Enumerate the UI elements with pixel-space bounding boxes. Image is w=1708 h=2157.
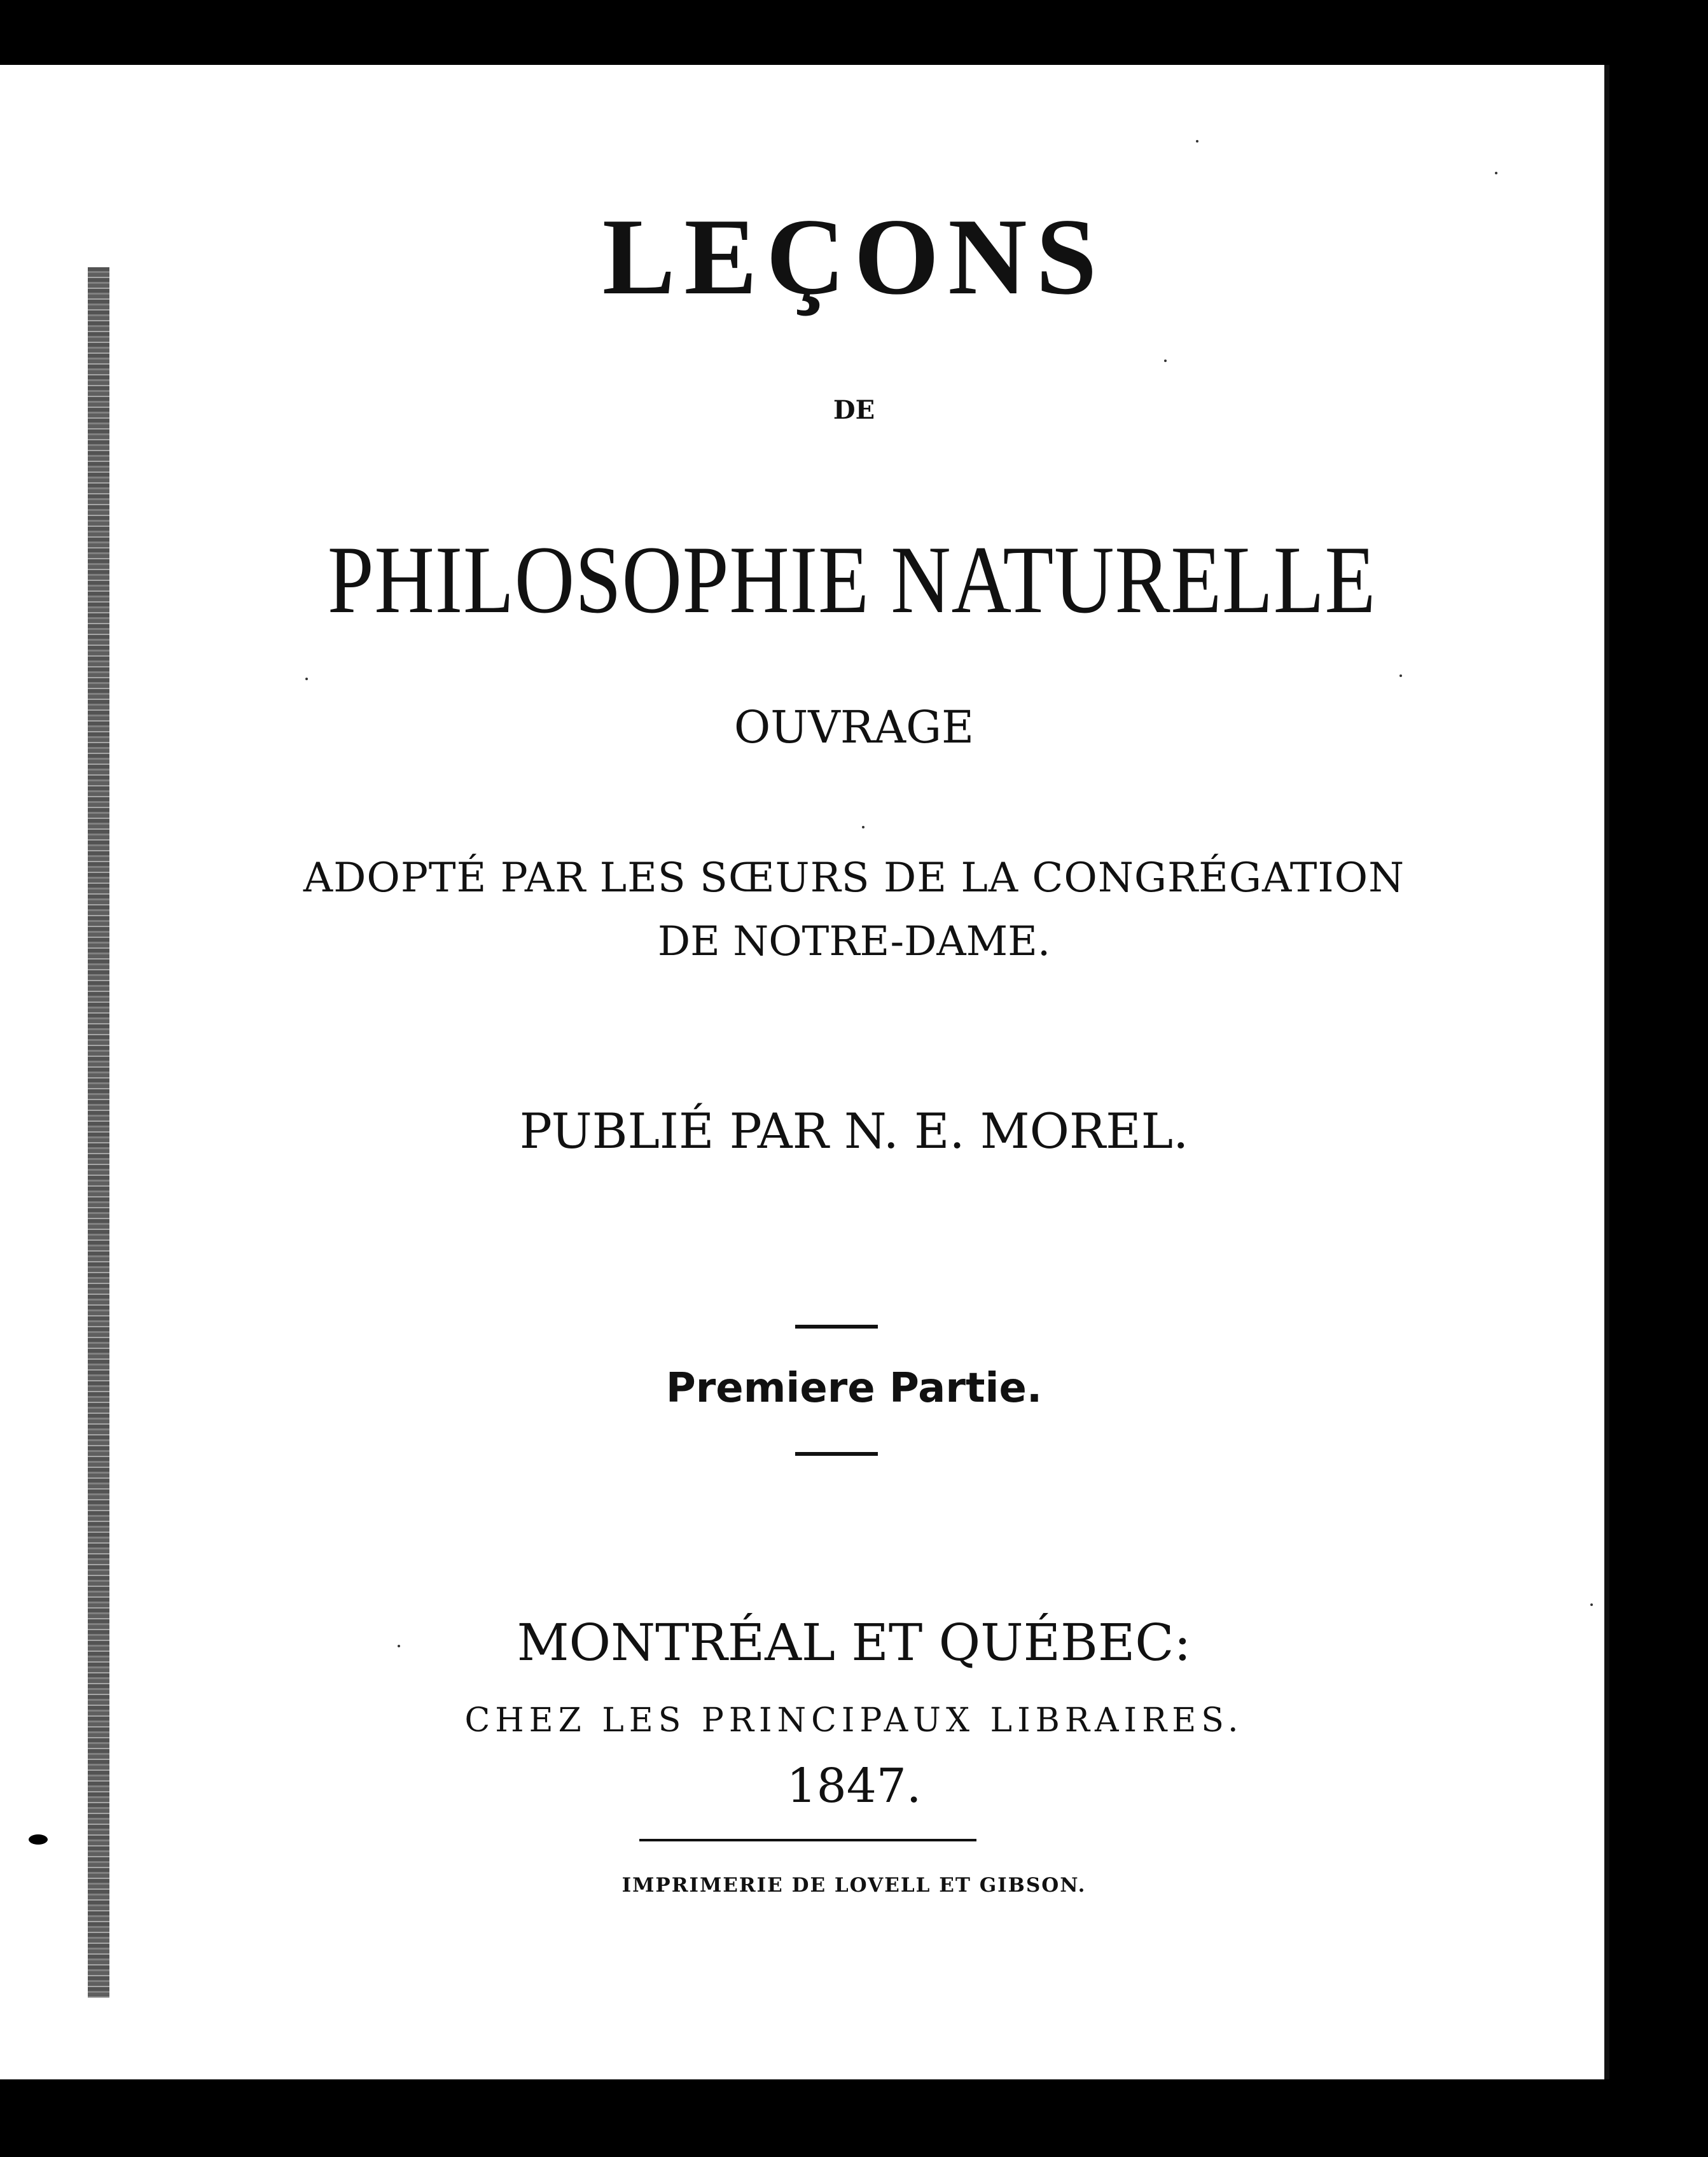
paper-speck xyxy=(1399,674,1402,677)
printer-line: IMPRIMERIE DE LOVELL ET GIBSON. xyxy=(621,1874,1087,1897)
title-lecons: LEÇONS xyxy=(602,197,1106,318)
ink-blot xyxy=(29,1834,48,1845)
title-de: DE xyxy=(833,395,875,425)
rule-above-part xyxy=(795,1325,878,1329)
imprint-year: 1847. xyxy=(786,1759,922,1813)
subtitle-ouvrage: OUVRAGE xyxy=(733,701,975,753)
paper-speck xyxy=(862,826,864,828)
paper-speck xyxy=(1164,360,1167,362)
publisher-line: PUBLIÉ PAR N. E. MOREL. xyxy=(519,1103,1189,1159)
imprint-place: MONTRÉAL ET QUÉBEC: xyxy=(517,1613,1191,1672)
paper-speck xyxy=(1196,140,1198,143)
imprint-sellers: CHEZ LES PRINCIPAUX LIBRAIRES. xyxy=(464,1701,1244,1740)
part-label: Premiere Partie. xyxy=(665,1365,1043,1412)
adoption-line-2: DE NOTRE-DAME. xyxy=(657,918,1051,965)
adoption-line-1: ADOPTÉ PAR LES SŒURS DE LA CONGRÉGATION xyxy=(303,855,1405,902)
paper-speck xyxy=(1590,1603,1593,1606)
title-philosophie-naturelle: PHILOSOPHIE NATURELLE xyxy=(327,526,1377,633)
rule-below-part xyxy=(795,1452,878,1456)
paper-speck xyxy=(305,678,308,680)
paper-speck xyxy=(1495,172,1497,174)
rule-above-printer xyxy=(639,1839,976,1841)
